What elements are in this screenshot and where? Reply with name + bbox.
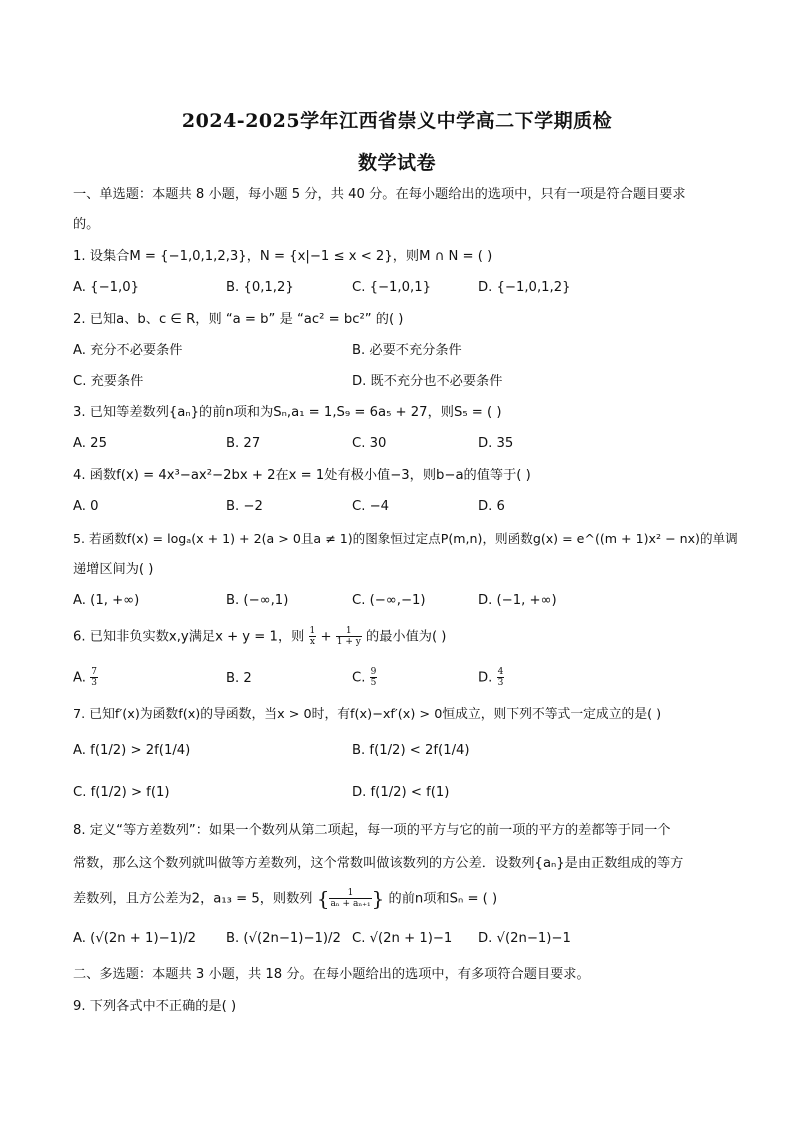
question-8-option-c: C. √(2n + 1)−1 (352, 931, 453, 946)
question-2-option-a: A. 充分不必要条件 (73, 343, 183, 358)
question-7-option-d: D. f(1/2) < f(1) (352, 785, 450, 800)
question-2-stem: 2. 已知a、b、c ∈ R，则 “a = b” 是 “ac² = bc²” 的( ) (73, 312, 404, 327)
question-6-option-c: C. $\frac{9}{5}$ (352, 667, 377, 688)
question-8-stem-line2: 常数，那么这个数列就叫做等方差数列，这个常数叫做该数列的方公差．设数列{aₙ}是由正数组成的等方 (73, 856, 684, 871)
fraction-numerator: 1 (309, 626, 316, 636)
question-5-option-b: B. (−∞,1) (226, 593, 289, 608)
question-8-stem-line3: 差数列，且方公差为2，a₁₃ = 5，则数列 { $\frac{1}{\text{aₙ + aₙ₊₁}}$ } 的前n项和Sₙ = ( ) (73, 886, 498, 911)
question-6-option-a: A. $\frac{7}{3}$ (73, 667, 97, 688)
question-2-option-b: B. 必要不充分条件 (352, 343, 462, 358)
question-7-option-b: B. f(1/2) < 2f(1/4) (352, 743, 470, 758)
question-7-stem: 7. 已知f′(x)为函数f(x)的导函数，当x > 0时，有f(x)−xf′(x) > 0恒成立，则下列不等式一定成立的是( ) (73, 707, 662, 722)
question-3-option-a: A. 25 (73, 436, 107, 451)
fraction-numerator: 1 (336, 626, 362, 637)
question-7-option-c: C. f(1/2) > f(1) (73, 785, 170, 800)
sequence-fraction: $\frac{1}{\text{aₙ + aₙ₊₁}}$ (330, 888, 371, 909)
question-9-stem: 9. 下列各式中不正确的是( ) (73, 999, 237, 1014)
question-6-option-b: B. 2 (226, 671, 252, 686)
question-6-option-d: D. $\frac{4}{3}$ (478, 667, 504, 688)
question-5-option-d: D. (−1, +∞) (478, 593, 557, 608)
page-subtitle: 数学试卷 (357, 152, 436, 174)
question-1-option-b: B. {0,1,2} (226, 280, 294, 295)
section-1-heading-cont: 的。 (73, 217, 100, 232)
question-8-stem: 8. 定义“等方差数列”：如果一个数列从第二项起，每一项的平方与它的前一项的平方的差都等于同一个 (73, 823, 671, 838)
fraction-denominator: 1 + y (336, 637, 361, 647)
question-4-option-b: B. −2 (226, 499, 263, 514)
question-4-option-a: A. 0 (73, 499, 99, 514)
question-2-option-d: D. 既不充分也不必要条件 (352, 374, 503, 389)
fraction-1-over-x (309, 626, 317, 647)
fraction-denominator: x (309, 637, 315, 647)
question-5-stem-cont: 递增区间为( ) (73, 562, 154, 577)
question-8-option-b: B. (√(2n−1)−1)/2 (226, 931, 341, 946)
question-1-option-d: D. {−1,0,1,2} (478, 280, 571, 295)
question-3-option-d: D. 35 (478, 436, 514, 451)
question-5-option-a: A. (1, +∞) (73, 593, 140, 608)
question-1-stem: 1. 设集合M = {−1,0,1,2,3}，N = {x|−1 ≤ x < 2}，则M ∩ N = ( ) (73, 249, 493, 264)
page-title: 2024-2025学年江西省崇义中学高二下学期质检 (181, 110, 613, 132)
question-1-option-a: A. {−1,0} (73, 280, 139, 295)
question-3-option-b: B. 27 (226, 436, 261, 451)
question-5-stem: 5. 若函数f(x) = logₐ(x + 1) + 2(a > 0且a ≠ 1)的图象恒过定点P(m,n)，则函数g(x) = e^((m + 1)x² − nx)的单调 (73, 531, 738, 546)
question-5-option-c: C. (−∞,−1) (352, 593, 426, 608)
question-6-stem-start: 6. 已知非负实数x,y满足x + y = 1，则 (73, 629, 305, 645)
question-3-option-c: C. 30 (352, 436, 387, 451)
question-4-stem: 4. 函数f(x) = 4x³−ax²−2bx + 2在x = 1处有极小值−3，则b−a的值等于( ) (73, 468, 531, 483)
fraction-1-over-1-plus-y (336, 626, 362, 647)
question-1-option-c: C. {−1,0,1} (352, 280, 431, 295)
question-8-option-d: D. √(2n−1)−1 (478, 931, 571, 946)
section-2-heading: 二、多选题：本题共 3 小题，共 18 分。在每小题给出的选项中，有多项符合题目要求。 (73, 967, 590, 982)
question-8-option-a: A. (√(2n + 1)−1)/2 (73, 931, 197, 946)
question-4-option-d: D. 6 (478, 499, 505, 514)
question-6-stem: 6. 已知非负实数x,y满足x + y = 1，则 $\frac{1}{x}$ + $\frac{1}{1 + y}$ 的最小值为( ) (73, 626, 447, 647)
question-7-option-a: A. f(1/2) > 2f(1/4) (73, 743, 191, 758)
section-1-heading: 一、单选题：本题共 8 小题，每小题 5 分，共 40 分。在每小题给出的选项中，只有一项是符合题目要求 (73, 187, 686, 202)
question-2-option-c: C. 充要条件 (73, 374, 144, 389)
question-6-stem-end: 的最小值为( ) (366, 629, 447, 645)
question-4-option-c: C. −4 (352, 499, 390, 514)
question-3-stem: 3. 已知等差数列{aₙ}的前n项和为Sₙ,a₁ = 1,S₉ = 6a₅ + 27，则S₅ = ( ) (73, 405, 502, 420)
